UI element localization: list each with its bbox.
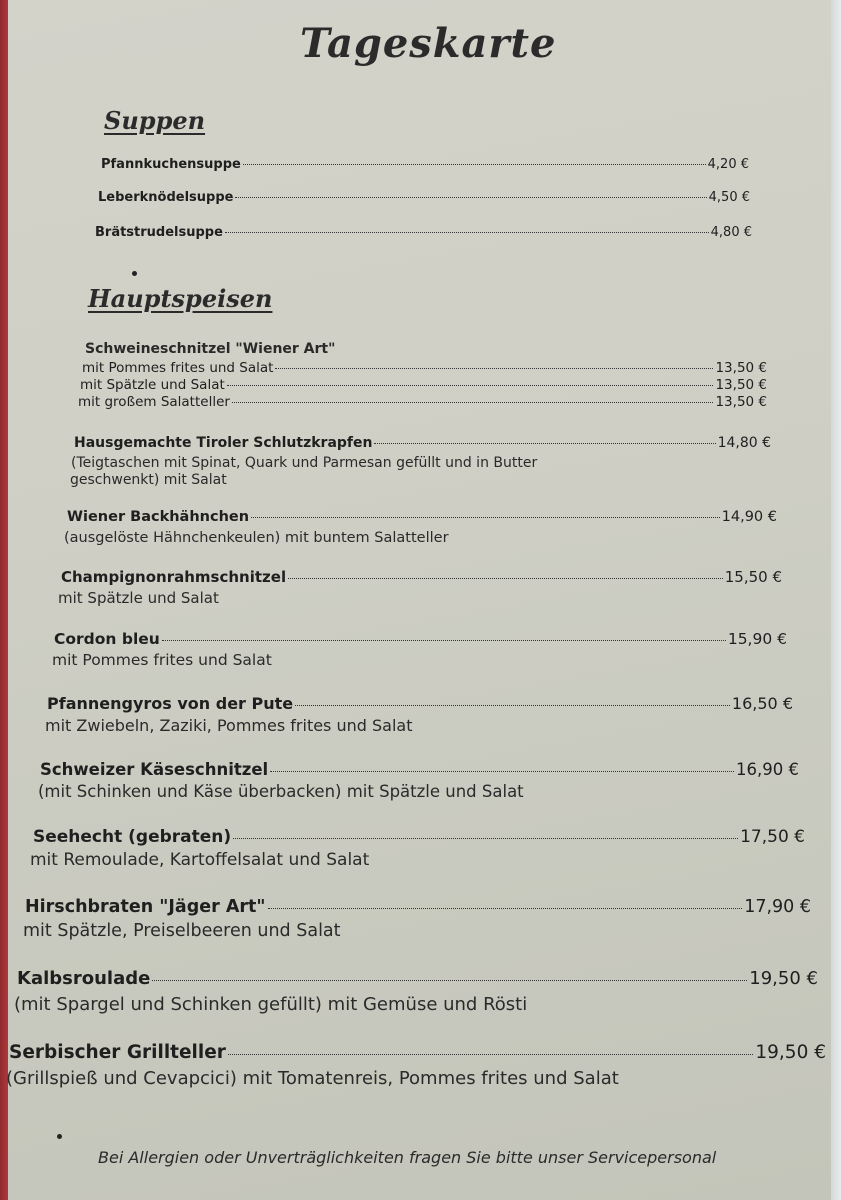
item-description: mit Remoulade, Kartoffelsalat und Salat (30, 850, 370, 870)
item-name: Serbischer Grillteller (9, 1042, 226, 1063)
option-price: 13,50 € (715, 377, 767, 393)
dot-leader (232, 402, 714, 403)
dot-leader (235, 197, 706, 198)
item-name: Pfannkuchensuppe (101, 157, 241, 172)
menu-item-champignonrahmschnitzel (61, 568, 782, 586)
dot-leader (295, 705, 730, 706)
dot-leader (225, 232, 709, 233)
item-price: 19,50 € (749, 968, 818, 989)
dot-leader (162, 640, 726, 641)
dot-leader (270, 771, 734, 772)
menu-option-spaetzle (80, 377, 767, 393)
option-price: 13,50 € (715, 360, 767, 376)
menu-item-cordon-bleu (54, 630, 787, 648)
section-heading-suppen: Suppen (104, 106, 206, 135)
item-description: (Grillspieß und Cevapcici) mit Tomatenreis, Pommes frites und Salat (6, 1068, 619, 1089)
item-description: geschwenkt) mit Salat (70, 472, 227, 488)
item-price: 4,50 € (708, 190, 750, 205)
dot-leader (268, 908, 743, 909)
dot-leader (288, 578, 723, 579)
item-price: 14,90 € (721, 509, 777, 525)
menu-item-grillteller (9, 1042, 826, 1063)
menu-option-salatteller (78, 394, 767, 410)
item-name: Seehecht (gebraten) (33, 827, 232, 847)
item-description: mit Pommes frites und Salat (52, 651, 272, 669)
menu-option-pommes (82, 360, 767, 376)
item-name: Leberknödelsuppe (98, 190, 234, 205)
option-price: 13,50 € (715, 394, 767, 410)
menu-item-pfannkuchensuppe (101, 157, 749, 172)
dot-leader (228, 1054, 753, 1055)
menu-item-kalbsroulade (17, 968, 818, 989)
dot-leader (251, 517, 720, 518)
item-description: (mit Schinken und Käse überbacken) mit Spätzle und Salat (38, 782, 524, 801)
menu-item-braetstrudelsuppe (95, 225, 752, 240)
option-text: mit Spätzle und Salat (80, 377, 225, 393)
item-price: 19,50 € (755, 1042, 826, 1063)
option-text: mit großem Salatteller (78, 394, 230, 410)
item-name: Champignonrahmschnitzel (61, 568, 287, 586)
dot-leader (227, 385, 714, 386)
item-price: 15,90 € (727, 630, 787, 648)
option-text: mit Pommes frites und Salat (82, 360, 274, 376)
item-description: mit Spätzle, Preiselbeeren und Salat (23, 921, 341, 941)
item-name: Kalbsroulade (17, 968, 151, 989)
menu-item-seehecht (33, 827, 805, 847)
item-name: Schweizer Käseschnitzel (40, 760, 269, 779)
item-price: 16,50 € (731, 694, 793, 713)
item-name: Wiener Backhähnchen (67, 509, 250, 525)
section-heading-hauptspeisen: Hauptspeisen (88, 284, 273, 313)
item-price: 17,50 € (740, 827, 805, 847)
menu-item-leberknoedelsuppe (98, 190, 750, 205)
item-price: 16,90 € (736, 760, 799, 779)
item-name: Pfannengyros von der Pute (47, 694, 294, 713)
item-name: Cordon bleu (54, 630, 160, 648)
item-description: (mit Spargel und Schinken gefüllt) mit Gemüse und Rösti (14, 994, 528, 1015)
dot-leader (374, 443, 715, 444)
item-price: 17,90 € (744, 897, 811, 917)
stray-dot (57, 1134, 62, 1139)
menu-item-hirschbraten (25, 897, 811, 917)
menu-item-pfannengyros (47, 694, 793, 713)
item-description: (ausgelöste Hähnchenkeulen) mit buntem Salatteller (64, 530, 449, 546)
item-description: mit Spätzle und Salat (58, 589, 219, 607)
item-name: Hirschbraten "Jäger Art" (25, 897, 266, 917)
item-price: 4,80 € (710, 225, 752, 240)
dot-leader (275, 368, 713, 369)
item-price: 4,20 € (707, 157, 749, 172)
dot-leader (243, 164, 706, 165)
item-description: (Teigtaschen mit Spinat, Quark und Parmesan gefüllt und in Butter (71, 455, 538, 471)
item-description: mit Zwiebeln, Zaziki, Pommes frites und Salat (45, 716, 413, 735)
item-name: Hausgemachte Tiroler Schlutzkrapfen (74, 435, 373, 451)
item-price: 14,80 € (717, 435, 771, 451)
item-name: Brätstrudelsuppe (95, 225, 223, 240)
allergy-note: Bei Allergien oder Unverträglichkeiten fragen Sie bitte unser Servicepersonal (98, 1148, 717, 1167)
item-name-schweineschnitzel: Schweineschnitzel "Wiener Art" (85, 341, 336, 357)
dot-leader (233, 838, 738, 839)
stray-dot (132, 271, 137, 276)
menu-item-schlutzkrapfen (74, 435, 771, 451)
menu-item-backhaehnchen (67, 509, 777, 525)
dot-leader (152, 980, 747, 981)
item-price: 15,50 € (724, 568, 782, 586)
right-background-edge (831, 0, 841, 1200)
page-title: Tageskarte (300, 20, 557, 67)
menu-item-kaeseschnitzel (40, 760, 799, 779)
